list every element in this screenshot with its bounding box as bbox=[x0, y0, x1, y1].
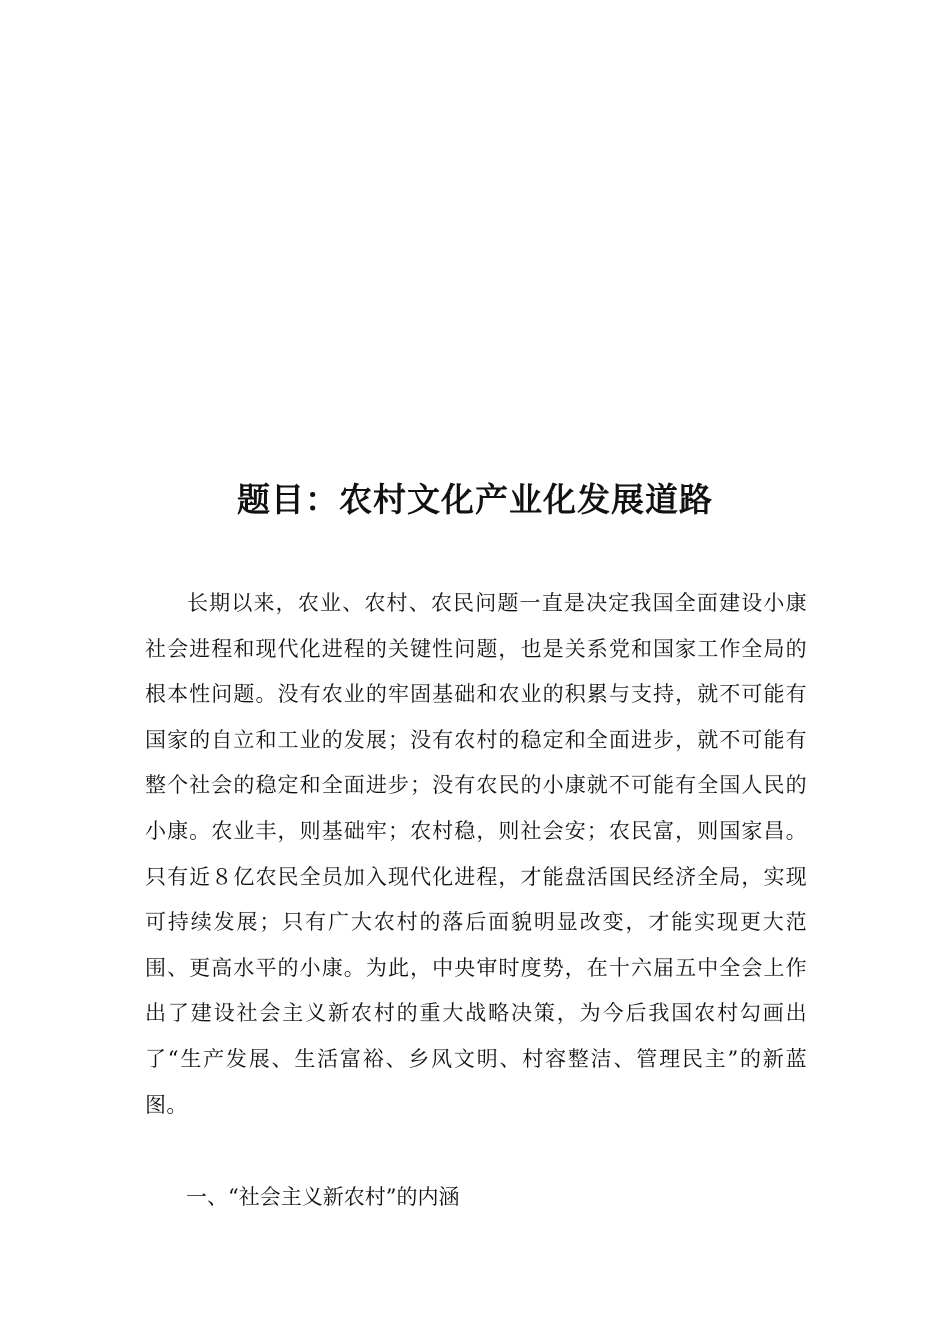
section-heading: 一、“社会主义新农村”的内涵 bbox=[186, 1185, 460, 1209]
body-paragraph: 长期以来，农业、农村、农民问题一直是决定我国全面建设小康社会进程和现代化进程的关键性问题，也是关系党和国家工作全局的根本性问题。没有农业的牢固基础和农业的积累与支持，就不可能有国家的自立和工业的发展；没有农村的稳定和全面进步，就不可能有整个社会的稳定和全面进步；没有农民的小康就不可能有全国人民的小康。农业丰，则基础牢；农村稳，则社会安；农民富，则国家昌。只有近８亿农民全员加入现代化进程，才能盘活国民经济全局，实现可持续发展；只有广大农村的落后面貌明显改变，才能实现更大范围、更高水平的小康。为此，中央审时度势，在十六届五中全会上作出了建设社会主义新农村的重大战略决策，为今后我国农村勾画出了“生产发展、生活富裕、乡风文明、村容整洁、管理民主”的新蓝图。 bbox=[145, 591, 807, 1117]
document-title: 题目：农村文化产业化发展道路 bbox=[237, 480, 713, 519]
